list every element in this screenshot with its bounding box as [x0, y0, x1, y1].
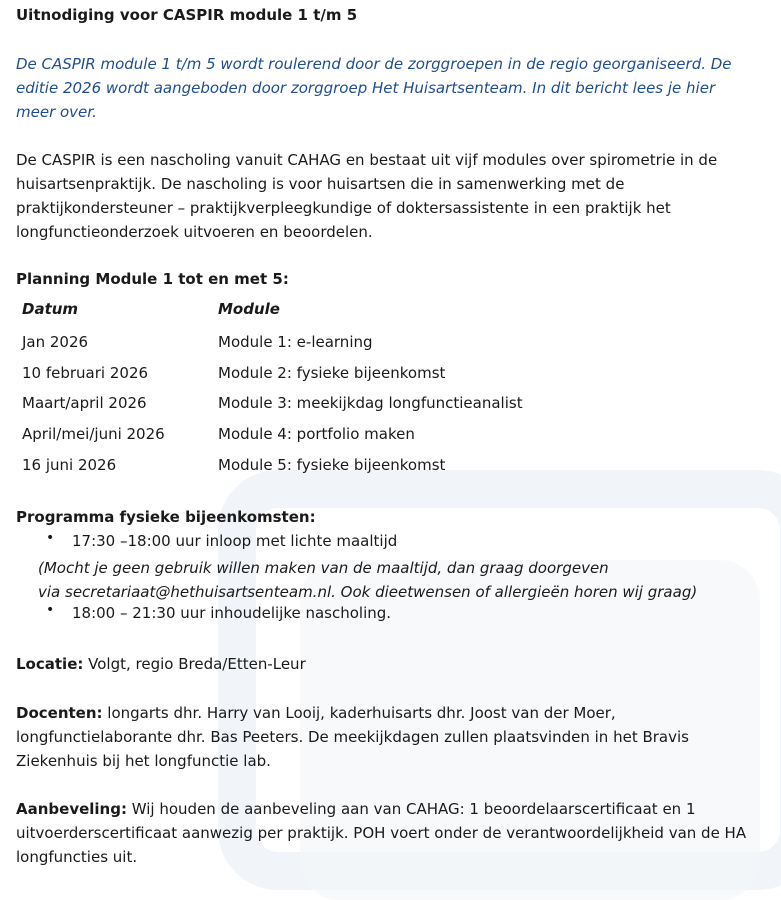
cell-date: 10 februari 2026 — [22, 363, 149, 382]
recommendation-text: Wij houden de aanbeveling aan van CAHAG: 1 beoordelaarscertificaat en 1 uitvoerderscertificaat aanwezig per praktijk. POH voert onder de verantwoordelijkheid van de HA longfuncties uit. — [16, 800, 747, 866]
table-row — [18, 449, 523, 480]
page-title: Uitnodiging voor CASPIR module 1 t/m 5 — [16, 6, 358, 24]
bullet-icon: • — [46, 530, 55, 546]
column-header-module: Module — [218, 300, 280, 318]
location-label: Locatie: — [16, 655, 84, 673]
cell-module: Module 3: meekijkdag longfunctieanalist — [218, 394, 523, 413]
cell-date: April/mei/juni 2026 — [22, 425, 165, 444]
description-paragraph: De CASPIR is een nascholing vanuit CAHAG en bestaat uit vijf modules over spirometrie in de huisartsenpraktijk. De nascholing is voor huisartsen die in samenwerking met de praktijkondersteuner – praktijkverpleegkundige of doktersassistente in een praktijk het longfunctieonderzoek uitvoeren en beoordelen. — [16, 151, 718, 241]
table-row — [18, 358, 523, 389]
cell-module: Module 4: portfolio maken — [218, 425, 415, 444]
teachers-paragraph — [16, 701, 761, 773]
table-row — [18, 419, 523, 450]
list-item-text: 18:00 – 21:30 uur inhoudelijke nascholing. — [72, 604, 392, 622]
list-item-text: 17:30 –18:00 uur inloop met lichte maaltijd — [72, 532, 398, 550]
teachers-text: longarts dhr. Harry van Looij, kaderhuisarts dhr. Joost van der Moer, longfunctielaborante dhr. Bas Peeters. De meekijkdagen zullen plaatsvinden in het Bravis Ziekenhuis bij het longfunctie lab. — [16, 704, 689, 770]
table-row — [18, 388, 523, 419]
teachers-label: Docenten: — [16, 704, 103, 722]
recommendation-label: Aanbeveling: — [16, 800, 127, 818]
meal-note — [38, 556, 758, 604]
table-header-row — [18, 297, 523, 327]
meal-note-line: (Mocht je geen gebruik willen maken van de maaltijd, dan graag doorgeven — [38, 559, 609, 577]
recommendation-paragraph — [16, 797, 761, 869]
column-header-date: Datum — [22, 300, 79, 318]
meal-note-line: via secretariaat@hethuisartsenteam.nl. Ook dieetwensen of allergieën horen wij graag) — [38, 583, 698, 601]
planning-heading: Planning Module 1 tot en met 5: — [16, 270, 289, 288]
cell-date: Jan 2026 — [22, 333, 89, 352]
cell-module: Module 2: fysieke bijeenkomst — [218, 363, 446, 382]
location-paragraph — [16, 652, 761, 676]
table-row — [18, 327, 523, 358]
intro-paragraph: De CASPIR module 1 t/m 5 wordt roulerend door de zorggroepen in de regio georganiseerd. De editie 2026 wordt aangeboden door zorggroep Het Huisartsenteam. In dit bericht lees je hier meer over. — [16, 55, 732, 121]
bullet-icon: • — [46, 602, 55, 618]
cell-module: Module 5: fysieke bijeenkomst — [218, 455, 446, 474]
programma-heading: Programma fysieke bijeenkomsten: — [16, 508, 316, 526]
location-text: Volgt, regio Breda/Etten-Leur — [83, 655, 306, 673]
cell-date: 16 juni 2026 — [22, 455, 117, 474]
cell-module: Module 1: e-learning — [218, 333, 373, 352]
schedule-table — [18, 297, 523, 480]
cell-date: Maart/april 2026 — [22, 394, 147, 413]
